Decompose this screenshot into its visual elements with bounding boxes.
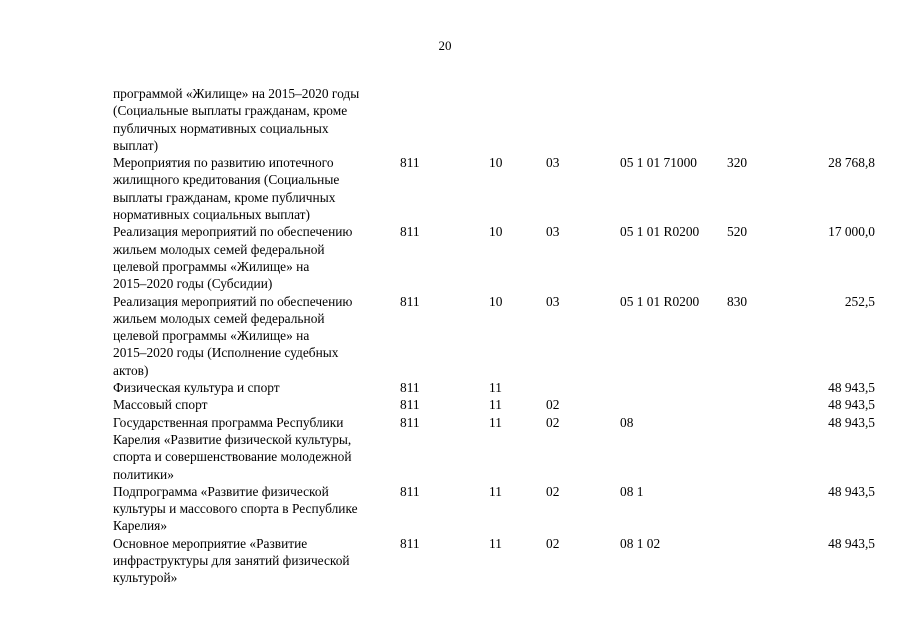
table-row <box>113 154 875 223</box>
row-amount: 48 943,5 <box>828 397 875 413</box>
row-department-code: 811 <box>400 224 420 240</box>
table-row <box>113 483 875 535</box>
row-subsection-code: 03 <box>546 155 560 171</box>
row-amount: 252,5 <box>844 293 875 309</box>
row-target-article-code: 08 1 <box>620 483 644 499</box>
row-amount: 28 768,8 <box>828 155 875 171</box>
row-section-code: 10 <box>489 224 503 240</box>
row-amount: 48 943,5 <box>828 414 875 430</box>
row-department-code: 811 <box>400 380 420 396</box>
row-amount: 48 943,5 <box>828 483 875 499</box>
row-subsection-code: 02 <box>546 414 560 430</box>
row-name: Физическая культура и спорт <box>113 380 280 396</box>
row-name: Реализация мероприятий по обеспечению жильем молодых семей федеральной целевой программы «Жилище» на 2015–2020 годы (Субсидии) <box>113 224 353 292</box>
table-row <box>113 379 875 396</box>
row-section-code: 10 <box>489 293 503 309</box>
row-department-code: 811 <box>400 535 420 551</box>
row-subsection-code: 02 <box>546 397 560 413</box>
row-name: Подпрограмма «Развитие физической культуры и массового спорта в Республике Карелия» <box>113 483 358 534</box>
row-department-code: 811 <box>400 397 420 413</box>
row-department-code: 811 <box>400 155 420 171</box>
table-row <box>113 293 875 379</box>
table-row <box>113 85 875 154</box>
row-expense-type-code: 520 <box>727 224 748 240</box>
row-name: Мероприятия по развитию ипотечного жилищного кредитования (Социальные выплаты гражданам, кроме публичных нормативных социальных выплат) <box>113 155 340 223</box>
row-name: Массовый спорт <box>113 397 208 413</box>
row-amount: 48 943,5 <box>828 380 875 396</box>
row-name: Государственная программа Республики Карелия «Развитие физической культуры, спорта и совершенствование молодежной политики» <box>113 414 352 482</box>
row-target-article-code: 08 <box>620 414 634 430</box>
table-row <box>113 535 875 587</box>
row-expense-type-code: 830 <box>727 293 748 309</box>
row-amount: 48 943,5 <box>828 535 875 551</box>
row-name: Основное мероприятие «Развитие инфраструктуры для занятий физической культурой» <box>113 535 350 586</box>
row-section-code: 11 <box>489 535 502 551</box>
row-department-code: 811 <box>400 483 420 499</box>
budget-table <box>113 85 875 587</box>
row-subsection-code: 02 <box>546 483 560 499</box>
row-department-code: 811 <box>400 293 420 309</box>
row-subsection-code: 03 <box>546 293 560 309</box>
row-department-code: 811 <box>400 414 420 430</box>
table-row <box>113 414 875 483</box>
row-section-code: 11 <box>489 397 502 413</box>
row-target-article-code: 08 1 02 <box>620 535 661 551</box>
row-subsection-code: 03 <box>546 224 560 240</box>
page-number: 20 <box>438 38 452 53</box>
table-row <box>113 396 875 413</box>
row-amount: 17 000,0 <box>828 224 875 240</box>
table-row <box>113 223 875 292</box>
row-name: Реализация мероприятий по обеспечению жильем молодых семей федеральной целевой программы «Жилище» на 2015–2020 годы (Исполнение судебных актов) <box>113 293 353 378</box>
row-expense-type-code: 320 <box>727 155 748 171</box>
row-name: программой «Жилище» на 2015–2020 годы (Социальные выплаты гражданам, кроме публичных нормативных социальных выплат) <box>113 86 360 153</box>
row-target-article-code: 05 1 01 71000 <box>620 155 697 171</box>
row-target-article-code: 05 1 01 R0200 <box>620 224 700 240</box>
row-section-code: 11 <box>489 380 502 396</box>
row-section-code: 11 <box>489 483 502 499</box>
row-subsection-code: 02 <box>546 535 560 551</box>
row-section-code: 10 <box>489 155 503 171</box>
row-target-article-code: 05 1 01 R0200 <box>620 293 700 309</box>
row-section-code: 11 <box>489 414 502 430</box>
